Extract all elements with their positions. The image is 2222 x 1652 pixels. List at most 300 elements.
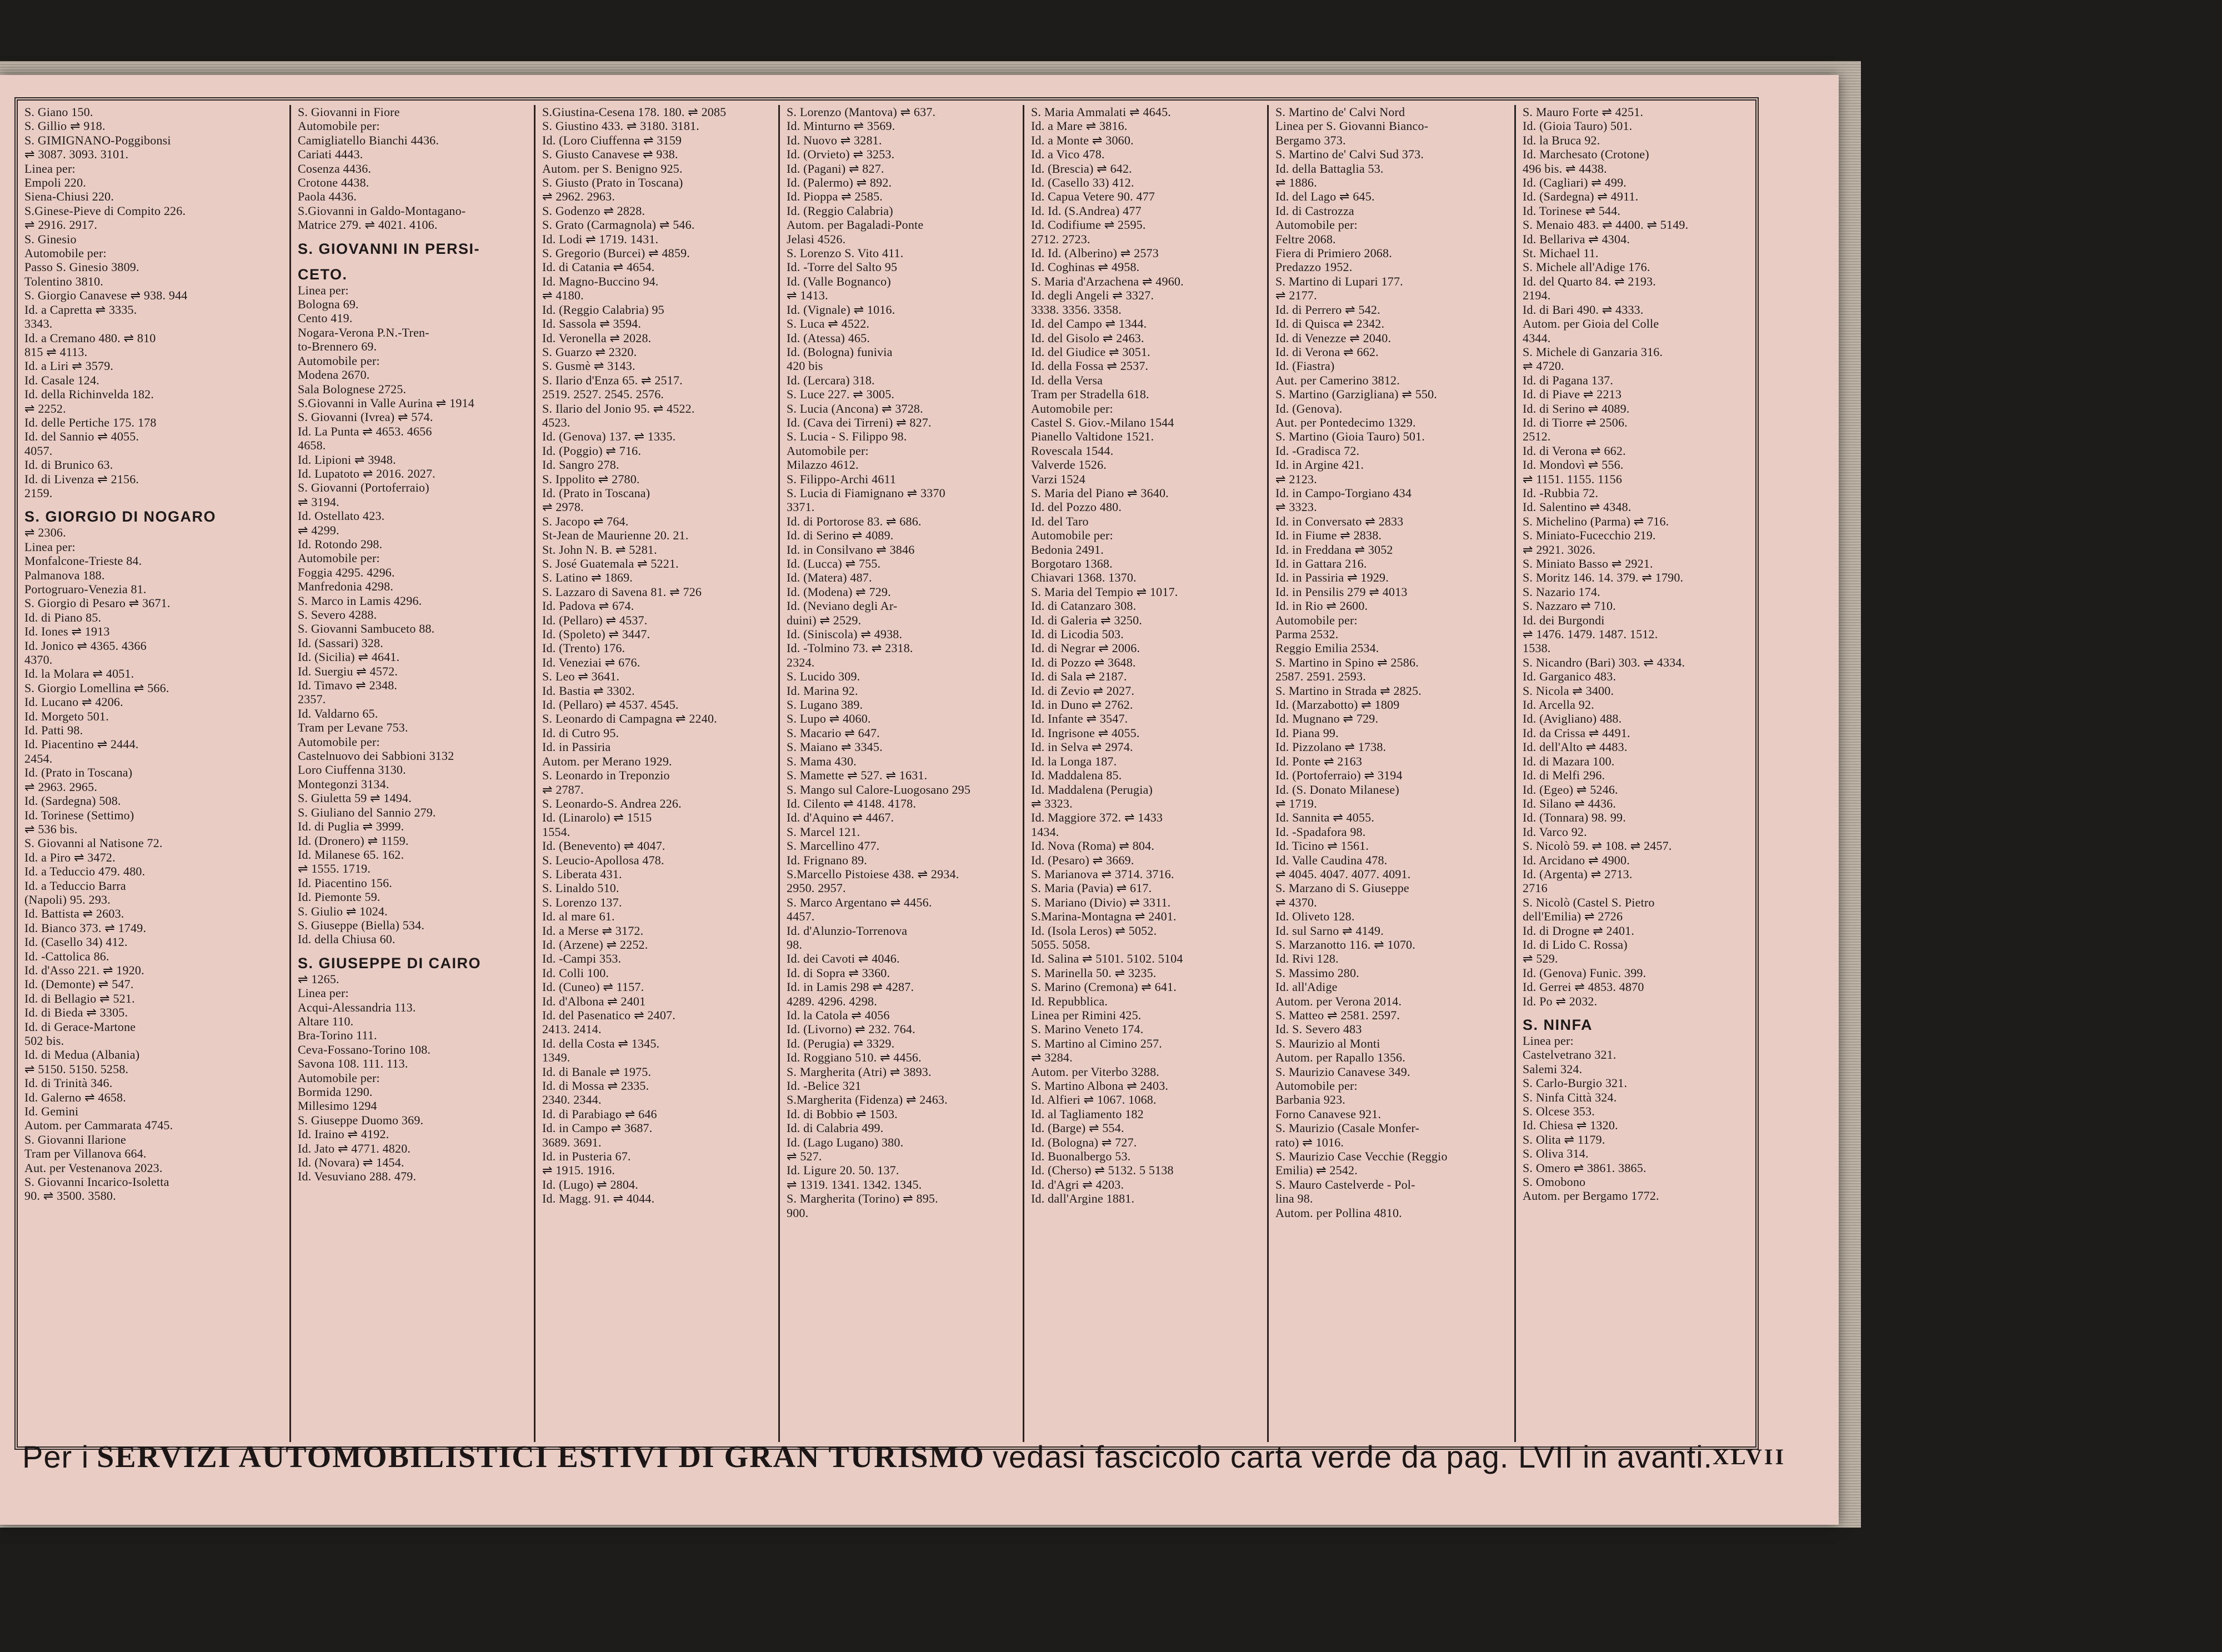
index-entry: Id. Patti 98. [24,723,83,738]
index-entry: Linea per S. Giovanni Bianco- [1275,119,1429,133]
index-entry: Id. (Lercara) 318. [787,373,875,387]
index-entry: Id. Coghinas ⇌ 4958. [1031,260,1140,274]
index-entry: S. Maria d'Arzachena ⇌ 4960. [1031,274,1184,288]
index-entry: Aut. per Vestenanova 2023. [24,1160,163,1175]
index-entry: ⇌ 2123. [1275,472,1317,486]
index-entry: Valverde 1526. [1031,458,1107,472]
index-column-7 [1516,105,1755,1442]
index-entry: Bologna 69. [298,297,359,312]
index-entry: S. Jacopo ⇌ 764. [542,514,629,528]
index-entry: Id. (Valle Bognanco) [787,274,891,288]
index-entry: S. Godenzo ⇌ 2828. [542,203,645,218]
index-entry: Id. (Lucca) ⇌ 755. [787,557,881,570]
index-entry: 900. [787,1205,809,1220]
index-entry: S. Macario ⇌ 647. [787,725,880,740]
index-entry: Tram per Stradella 618. [1031,387,1149,402]
index-entry: Id. (Reggio Calabria) [787,203,893,218]
index-entry: Id. (Prato in Toscana) [542,485,650,500]
index-entry: 2950. 2957. [787,881,846,895]
index-entry: S. Michele all'Adige 176. [1523,260,1650,274]
index-entry: Id. di Portorose 83. ⇌ 686. [787,514,922,528]
index-entry: ⇌ 1555. 1719. [298,862,371,876]
index-entry: Id. Id. (S.Andrea) 477 [1031,203,1142,218]
index-entry: Id. di Serino ⇌ 4089. [787,528,894,543]
index-entry: Autom. per S. Benigno 925. [542,161,683,176]
index-entry: Id. -Torre del Salto 95 [787,260,898,274]
index-entry: Automobile per: [1031,401,1113,415]
index-entry: S. Severo 4288. [298,608,377,622]
index-entry: Bormida 1290. [298,1085,373,1099]
index-entry: Id. (Isola Leros) ⇌ 5052. [1031,923,1157,938]
index-entry: ⇌ 529. [1523,952,1558,966]
index-entry: Bergamo 373. [1275,133,1346,147]
index-entry: Id. Infante ⇌ 3547. [1031,712,1128,726]
index-entry: S. Margherita (Torino) ⇌ 895. [787,1192,938,1206]
index-entry: Rovescala 1544. [1031,443,1114,458]
index-entry: Id. di Lido C. Rossa) [1523,937,1628,952]
index-entry: 1538. [1523,641,1551,655]
index-entry: ⇌ 2306. [24,525,66,540]
index-entry: Id. Mondovì ⇌ 556. [1523,458,1624,472]
index-entry: Id. Alfieri ⇌ 1067. 1068. [1031,1093,1157,1107]
index-entry: S. Mamette ⇌ 527. ⇌ 1631. [787,768,928,783]
index-entry: Autom. per Merano 1929. [542,754,672,768]
index-entry: Id. (Cherso) ⇌ 5132. 5 5138 [1031,1163,1174,1178]
index-entry: Id. in Duno ⇌ 2762. [1031,698,1133,712]
index-entry: Id. da Crissa ⇌ 4491. [1523,725,1630,740]
index-entry: Id. Roggiano 510. ⇌ 4456. [787,1050,922,1065]
index-entry: Id. (Pellaro) ⇌ 4537. 4545. [542,698,679,712]
index-entry: S. Ginesio [24,232,77,246]
index-entry: Id. (Pellaro) ⇌ 4537. [542,613,648,627]
index-entry: S. Massimo 280. [1275,965,1359,980]
index-entry: Chiavari 1368. 1370. [1031,570,1137,585]
index-entry: Id. (Vignale) ⇌ 1016. [787,302,895,317]
index-entry: Id. Piemonte 59. [298,890,381,904]
index-entry: S. Giustino 433. ⇌ 3180. 3181. [542,119,699,133]
index-entry: lina 98. [1275,1192,1313,1206]
index-entry: S. Lucia (Ancona) ⇌ 3728. [787,401,923,415]
index-entry: Milazzo 4612. [787,458,859,472]
index-entry: 5055. 5058. [1031,937,1090,952]
index-entry: Id. di Bellagio ⇌ 521. [24,991,135,1005]
index-entry: S. Giuseppe Duomo 369. [298,1113,424,1127]
index-entry: S. Grato (Carmagnola) ⇌ 546. [542,218,695,232]
index-entry: Jelasi 4526. [787,232,846,246]
index-entry: Id. (Sardegna) 508. [24,794,121,808]
index-entry: Id. d'Aquino ⇌ 4467. [787,810,894,825]
index-entry: 2716 [1523,881,1548,895]
index-entry: Id. (Sardegna) ⇌ 4911. [1523,189,1639,204]
index-entry: Castel S. Giov.-Milano 1544 [1031,415,1174,429]
index-entry: Forno Canavese 921. [1275,1107,1382,1121]
index-entry: Id. Bastia ⇌ 3302. [542,683,635,698]
index-entry: Id. Ligure 20. 50. 137. [787,1163,899,1178]
index-entry: Id. Iones ⇌ 1913 [24,624,110,639]
index-entry: S. Martino in Strada ⇌ 2825. [1275,683,1422,698]
index-entry: S. Martino (Gioia Tauro) 501. [1275,429,1425,444]
index-entry: Pianello Valtidone 1521. [1031,429,1154,444]
index-entry: Id. (Matera) 487. [787,570,872,585]
index-entry: Id. di Tiorre ⇌ 2506. [1523,415,1628,429]
index-entry: Id. Suergiu ⇌ 4572. [298,664,398,678]
index-entry: Id. di Quisca ⇌ 2342. [1275,317,1385,331]
index-entry: Id. Torinese (Settimo) [24,808,134,822]
index-entry: Id. (S. Donato Milanese) [1275,782,1399,797]
index-entry: S. Marco Argentano ⇌ 4456. [787,895,932,909]
index-entry: S.Marina-Montagna ⇌ 2401. [1031,909,1177,924]
index-entry: 4344. [1523,331,1551,345]
index-entry: Automobile per: [298,1070,380,1085]
index-entry: S. José Guatemala ⇌ 5221. [542,557,679,570]
index-entry: Id. (Benevento) ⇌ 4047. [542,839,665,853]
index-entry: Autom. per Cammarata 4745. [24,1118,173,1133]
index-entry: Id. del Giudice ⇌ 3051. [1031,344,1150,359]
index-entry: S. Filippo-Archi 4611 [787,472,897,486]
index-entry: 98. [787,937,803,952]
index-entry: ⇌ 2978. [542,500,584,514]
index-entry: Tram per Levane 753. [298,720,408,735]
index-entry: Id. Sannita ⇌ 4055. [1275,810,1375,825]
index-entry: Id. Milanese 65. 162. [298,847,404,862]
index-entry: 3343. [24,317,53,331]
index-entry: Aut. per Camerino 3812. [1275,373,1400,387]
index-entry: S. Maurizio (Casale Monfer- [1275,1121,1420,1135]
index-entry: S. Martino de' Calvi Nord [1275,105,1405,119]
index-entry: ⇌ 4180. [542,288,584,303]
index-entry: Id. Repubblica. [1031,994,1108,1008]
index-entry: Nogara-Verona P.N.-Tren- [298,325,429,339]
index-entry: ⇌ 2963. 2965. [24,779,98,794]
index-entry: Id. in Pensilis 279 ⇌ 4013 [1275,584,1408,599]
index-entry: rato) ⇌ 1016. [1275,1135,1344,1149]
index-entry: Id. (Dronero) ⇌ 1159. [298,833,409,848]
index-entry: Automobile per: [1031,528,1113,543]
index-entry: S. Miniato-Fucecchio 219. [1523,528,1656,543]
index-entry: Id. Colli 100. [542,965,609,980]
index-entry: Id. (Tonnara) 98. 99. [1523,810,1626,825]
index-entry: S. Maria del Piano ⇌ 3640. [1031,485,1169,500]
index-entry: 2413. 2414. [542,1022,602,1037]
index-entry: S. Giovanni Sambuceto 88. [298,622,435,636]
index-entry: S. Martino de' Calvi Sud 373. [1275,147,1424,162]
index-entry: Id. a Merse ⇌ 3172. [542,923,644,938]
index-entry: Id. Galerno ⇌ 4658. [24,1090,126,1104]
index-entry: S. Giovanni (Portoferraio) [298,480,429,495]
index-entry: Id. a Teduccio Barra [24,878,126,893]
index-entry: Id. Magno-Buccino 94. [542,274,659,288]
index-entry: Id. Lodi ⇌ 1719. 1431. [542,232,659,246]
index-entry: 2519. 2527. 2545. 2576. [542,387,664,402]
index-entry: Id. del Pasenatico ⇌ 2407. [542,1008,675,1022]
index-entry: Castelvetrano 321. [1523,1048,1617,1062]
index-entry: Id. Mugnano ⇌ 729. [1275,712,1379,726]
index-entry: Id. all'Adige [1275,980,1338,994]
index-entry: Id. Rivi 128. [1275,952,1339,966]
index-entry: Id. d'Alunzio-Torrenova [787,923,908,938]
index-entry: Id. (Barge) ⇌ 554. [1031,1121,1124,1135]
index-entry: Id. Jonico ⇌ 4365. 4366 [24,638,147,653]
index-entry: S. Maria (Pavia) ⇌ 617. [1031,881,1152,895]
index-entry: Empoli 220. [24,176,86,190]
index-entry: Id. Minturno ⇌ 3569. [787,119,895,133]
index-entry: ⇌ 1319. 1341. 1342. 1345. [787,1177,922,1192]
index-entry: 502 bis. [24,1034,64,1048]
index-entry: Id. Casale 124. [24,373,99,387]
index-entry: S.Giovanni in Galdo-Montagano- [298,203,466,218]
index-entry: Id. della Versa [1031,373,1103,387]
index-entry: S. Michelino (Parma) ⇌ 716. [1523,514,1669,528]
index-entry: Id. (Poggio) ⇌ 716. [542,443,642,458]
index-entry: S. Margherita (Atri) ⇌ 3893. [787,1064,932,1079]
index-entry: S. Marcellino 477. [787,839,880,853]
index-entry: S. Carlo-Burgio 321. [1523,1076,1628,1090]
index-entry: S. Guarzo ⇌ 2320. [542,344,637,359]
index-entry: S. Olita ⇌ 1179. [1523,1132,1605,1147]
index-entry: S. Leo ⇌ 3641. [542,669,620,684]
index-entry: S. Giorgio Canavese ⇌ 938. 944 [24,288,188,303]
index-entry: 3371. [787,500,815,514]
index-entry: Id. di Gerace-Martone [24,1019,136,1034]
index-entry: Id. in Freddana ⇌ 3052 [1275,542,1393,557]
index-entry: S. Moritz 146. 14. 379. ⇌ 1790. [1523,570,1684,585]
index-entry: Monfalcone-Trieste 84. [24,554,142,568]
index-entry: Id. del Campo ⇌ 1344. [1031,317,1147,331]
index-entry: Id. Maggiore 372. ⇌ 1433 [1031,810,1163,825]
index-entry: S. Marcel 121. [787,824,860,839]
index-entry: Parma 2532. [1275,627,1339,642]
index-entry: Id. -Belice 321 [787,1079,862,1093]
index-entry: Id. (Egeo) ⇌ 5246. [1523,782,1618,797]
index-entry: Cosenza 4436. [298,161,372,176]
index-entry: Automobile per: [787,443,869,458]
index-column-2 [291,105,536,1442]
index-entry: S. Giuliano del Sannio 279. [298,805,436,819]
index-entry: Id. di Puglia ⇌ 3999. [298,819,404,834]
index-entry: Id. Ostellato 423. [298,509,385,523]
index-entry: Id. (Avigliano) 488. [1523,712,1622,726]
index-entry: 2324. [787,655,815,669]
index-entry: S. Maiano ⇌ 3345. [787,740,883,754]
index-entry: S. Nicolò 59. ⇌ 108. ⇌ 2457. [1523,839,1672,853]
index-entry: Id. in Passiria [542,740,611,754]
index-entry: Cento 419. [298,311,353,326]
footer-suffix: vedasi fascicolo carta verde da pag. LVII in avanti. [993,1439,1713,1474]
index-entry: Id. la Longa 187. [1031,754,1117,768]
index-entry: Id. Garganico 483. [1523,669,1617,684]
index-entry: Id. (Perugia) ⇌ 3329. [787,1036,895,1050]
index-entry: Id. d'Albona ⇌ 2401 [542,994,646,1008]
index-entry: Id. di Galeria ⇌ 3250. [1031,613,1143,627]
index-entry: Id. Pizzolano ⇌ 1738. [1275,740,1387,754]
index-entry: Id. Marchesato (Crotone) [1523,147,1649,162]
index-entry: Id. -Rubbia 72. [1523,485,1599,500]
index-column-3 [536,105,780,1442]
index-entry: Paola 4436. [298,189,357,204]
index-entry: Millesimo 1294 [298,1099,377,1113]
index-entry: S. Ilario del Jonio 95. ⇌ 4522. [542,401,695,415]
index-entry: Id. di Perrero ⇌ 542. [1275,302,1380,317]
index-entry: Id. degli Angeli ⇌ 3327. [1031,288,1154,303]
index-entry: Id. (Demonte) ⇌ 547. [24,977,134,992]
index-entry: Id. Battista ⇌ 2603. [24,907,124,921]
index-entry: 4289. 4296. 4298. [787,994,877,1008]
index-entry: ⇌ 2252. [24,401,66,415]
index-entry: Id. di Mossa ⇌ 2335. [542,1079,649,1093]
index-entry: Id. Lipioni ⇌ 3948. [298,452,396,467]
index-entry: S. Giusto (Prato in Toscana) [542,176,683,190]
index-entry: Id. in Argine 421. [1275,458,1364,472]
index-entry: Id. (Cava dei Tirreni) ⇌ 827. [787,415,932,429]
index-entry: S. Omero ⇌ 3861. 3865. [1523,1160,1647,1175]
index-entry: Id. del Quarto 84. ⇌ 2193. [1523,274,1656,288]
index-entry: Linea per: [1523,1034,1574,1048]
index-entry: Id. (Atessa) 465. [787,331,870,345]
index-entry: Id. Lupatoto ⇌ 2016. 2027. [298,466,436,480]
index-entry: St-Jean de Maurienne 20. 21. [542,528,689,543]
index-entry: 4057. [24,443,53,458]
index-entry: S. Nicola ⇌ 3400. [1523,683,1614,698]
index-entry: Id. di Mazara 100. [1523,754,1615,768]
index-entry: Autom. per Bergamo 1772. [1523,1189,1659,1203]
index-entry: Crotone 4438. [298,176,369,190]
index-entry: Id. al mare 61. [542,909,615,924]
index-entry: S. Lucia - S. Filippo 98. [787,429,907,444]
index-entry: Id. del Sannio ⇌ 4055. [24,429,139,444]
index-entry: S. Leonardo di Campagna ⇌ 2240. [542,712,717,726]
index-entry: Id. delle Pertiche 175. 178 [24,415,157,429]
index-entry: Id. della Richinvelda 182. [24,387,154,402]
index-entry: S. Maurizio al Monti [1275,1036,1380,1050]
index-entry: ⇌ 3323. [1031,796,1073,810]
index-entry: Id. del Taro [1031,514,1089,528]
index-entry: ⇌ 2916. 2917. [24,218,98,232]
index-entry: Id. Piana 99. [1275,725,1339,740]
index-entry: S. Marco in Lamis 4296. [298,593,422,608]
index-entry: S. Giulio ⇌ 1024. [298,904,388,918]
index-entry: S. Giovanni al Natisone 72. [24,836,163,850]
index-entry: Id. Frignano 89. [787,853,867,867]
index-entry: 90. ⇌ 3500. 3580. [24,1189,116,1203]
index-entry: 2159. [24,485,53,500]
index-entry: Id. (Bologna) ⇌ 727. [1031,1135,1137,1149]
index-entry: S. Gusmè ⇌ 3143. [542,359,635,373]
index-entry: Id. di Catania ⇌ 4654. [542,260,655,274]
index-entry: S. Martino in Spino ⇌ 2586. [1275,655,1419,669]
index-entry: S. Lugano 389. [787,698,863,712]
index-entry: Linea per: [24,539,76,554]
index-entry: Siena-Chiusi 220. [24,189,114,204]
index-entry: Automobile per: [298,734,380,749]
index-entry: Linea per Rimini 425. [1031,1008,1142,1022]
index-entry: 2712. 2723. [1031,232,1090,246]
index-entry: S. Giovanni Ilarione [24,1132,127,1147]
index-entry: Id. Veronella ⇌ 2028. [542,331,652,345]
index-entry: 4370. [24,653,53,667]
index-entry: Id. Codifiume ⇌ 2595. [1031,218,1146,232]
index-entry: Ceva-Fossano-Torino 108. [298,1042,431,1057]
index-entry: S. Gregorio (Burcei) ⇌ 4859. [542,246,690,261]
index-entry: Emilia) ⇌ 2542. [1275,1163,1358,1178]
index-entry: Manfredonia 4298. [298,579,394,594]
index-entry: Id. la Molara ⇌ 4051. [24,667,134,681]
index-entry: S.Ginese-Pieve di Compito 226. [24,203,186,218]
index-entry: S. Oliva 314. [1523,1147,1589,1161]
index-entry: Id. di Serino ⇌ 4089. [1523,401,1630,415]
index-entry: S. Giuletta 59 ⇌ 1494. [298,791,412,805]
index-entry: Matrice 279. ⇌ 4021. 4106. [298,218,438,232]
index-entry: Id. dall'Argine 1881. [1031,1192,1135,1206]
index-entry: Id. di Catanzaro 308. [1031,599,1137,613]
index-entry: (Napoli) 95. 293. [24,892,111,907]
index-entry: Id. (Fiastra) [1275,359,1335,373]
index-entry: S. Marino (Cremona) ⇌ 641. [1031,980,1177,994]
index-entry: Id. di Melfi 296. [1523,768,1605,783]
index-entry: St. Michael 11. [1523,246,1599,261]
index-entry: S. Leonardo-S. Andrea 226. [542,796,682,810]
index-entry: S. Ippolito ⇌ 2780. [542,472,640,486]
index-entry: Id. di Piave ⇌ 2213 [1523,387,1622,402]
index-entry: 3689. 3691. [542,1135,602,1149]
index-entry: to-Brennero 69. [298,339,377,354]
index-entry: Id. (Brescia) ⇌ 642. [1031,161,1132,176]
index-entry: ⇌ 2177. [1275,288,1317,303]
index-entry: Id. Ponte ⇌ 2163 [1275,754,1363,768]
index-entry: 815 ⇌ 4113. [24,344,88,359]
index-entry: Id. -Cattolica 86. [24,949,109,963]
index-entry: S. Giano 150. [24,105,93,119]
index-entry: ⇌ 527. [787,1149,822,1164]
index-entry: ⇌ 2962. 2963. [542,189,615,204]
index-entry: Aut. per Pontedecimo 1329. [1275,415,1416,429]
index-entry: Id. dell'Alto ⇌ 4483. [1523,740,1628,754]
index-entry: S. Nazzaro ⇌ 710. [1523,599,1616,613]
index-entry: S. Mariano (Divio) ⇌ 3311. [1031,895,1171,909]
index-entry: Id. Ingrisone ⇌ 4055. [1031,725,1140,740]
index-entry: Id. di Sala ⇌ 2187. [1031,669,1127,684]
index-entry: Id. di Bari 490. ⇌ 4333. [1523,302,1644,317]
index-entry: Id. (Sicilia) ⇌ 4641. [298,650,400,664]
index-entry: Fiera di Primiero 2068. [1275,246,1392,261]
index-entry: Id. (Argenta) ⇌ 2713. [1523,867,1633,881]
index-entry: Loro Ciuffenna 3130. [298,763,406,777]
index-entry: Id. sul Sarno ⇌ 4149. [1275,923,1384,938]
index-entry: Camigliatello Bianchi 4436. [298,133,439,147]
index-entry: 2194. [1523,288,1551,303]
index-entry: Id. di Bobbio ⇌ 1503. [787,1107,898,1121]
index-entry: Id. della Battaglia 53. [1275,161,1384,176]
index-entry: Foggia 4295. 4296. [298,565,395,579]
index-entry: Id. Salina ⇌ 5101. 5102. 5104 [1031,952,1183,966]
index-entry: S. Martino Albona ⇌ 2403. [1031,1079,1169,1093]
index-entry: S. Mauro Castelverde - Pol- [1275,1177,1415,1192]
index-entry: Id. (Marzabotto) ⇌ 1809 [1275,698,1400,712]
index-entry: Id. dei Cavoti ⇌ 4046. [787,952,900,966]
index-entry: ⇌ 1151. 1155. 1156 [1523,472,1623,486]
index-entry: Id. (Spoleto) ⇌ 3447. [542,627,650,642]
index-entry: Id. Bellariva ⇌ 4304. [1523,232,1630,246]
index-entry: Id. (Siniscola) ⇌ 4938. [787,627,903,642]
index-entry: Id. Piacentino 156. [298,875,392,890]
index-entry: 496 bis. ⇌ 4438. [1523,161,1607,176]
index-entry: S. GIUSEPPE DI CAIRO [298,954,482,972]
index-entry: 420 bis [787,359,823,373]
index-entry: Id. al Tagliamento 182 [1031,1107,1144,1121]
index-entry: Autom. per Gioia del Colle [1523,317,1659,331]
index-entry: Id. Rotondo 298. [298,537,383,551]
index-entry: Id. -Tolmino 73. ⇌ 2318. [787,641,913,655]
index-entry: S. Marzano di S. Giuseppe [1275,881,1409,895]
